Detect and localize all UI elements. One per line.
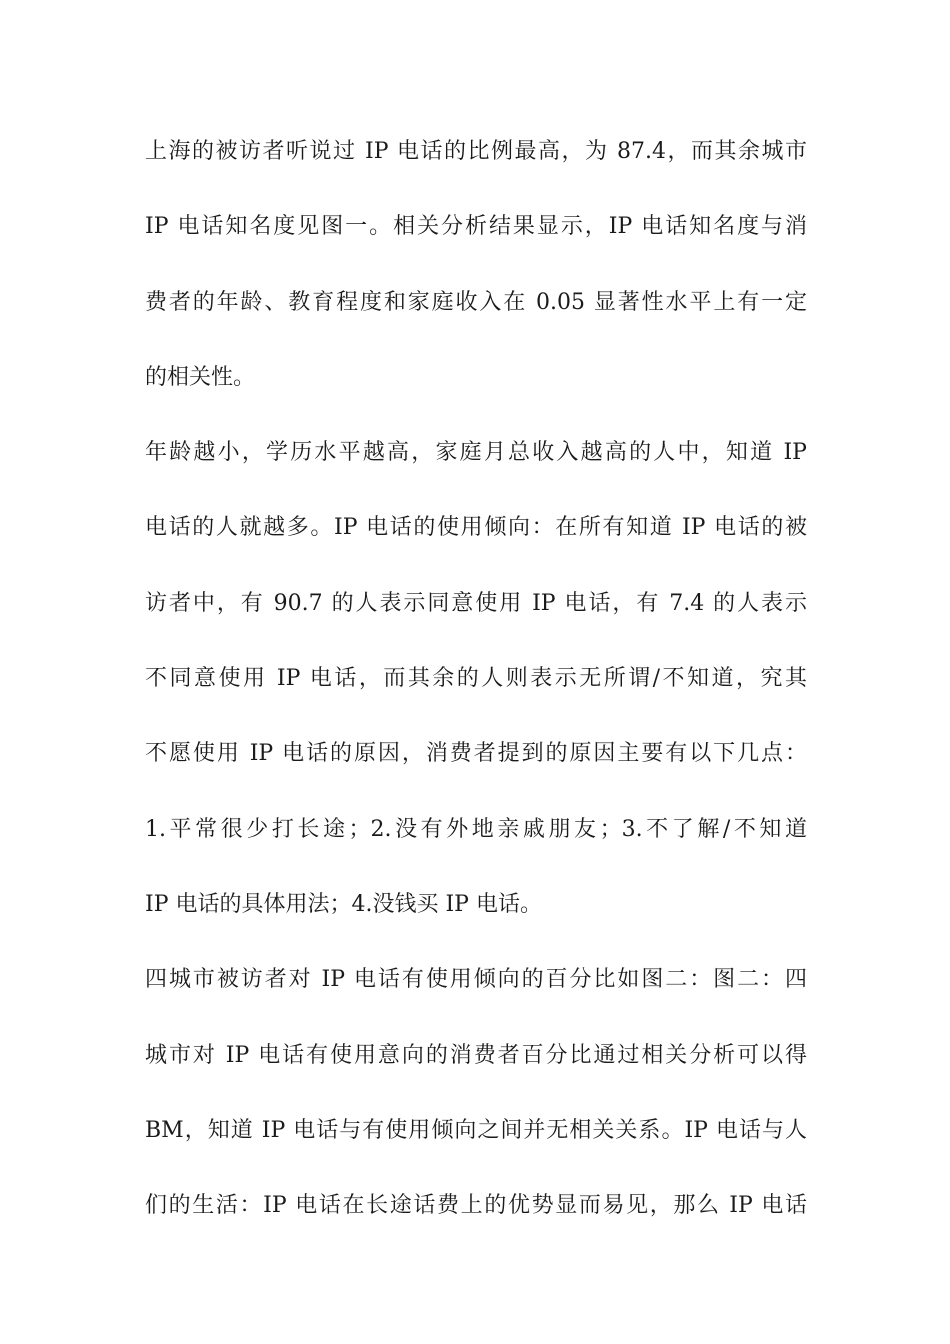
text-line: 1.平常很少打长途；2.没有外地亲戚朋友；3.不了解/不知道: [145, 816, 807, 842]
text-line: IP 电话知名度见图一。相关分析结果显示，IP 电话知名度与消: [145, 214, 807, 240]
text-line: 们的生活：IP 电话在长途话费上的优势显而易见，那么 IP 电话: [145, 1193, 807, 1219]
text-line: IP 电话的具体用法；4.没钱买 IP 电话。: [145, 891, 542, 917]
body-text: [145, 126, 807, 1255]
text-line: 城市对 IP 电话有使用意向的消费者百分比通过相关分析可以得: [145, 1042, 807, 1068]
text-line: 访者中，有 90.7 的人表示同意使用 IP 电话，有 7.4 的人表示: [145, 590, 807, 616]
text-line: 电话的人就越多。IP 电话的使用倾向：在所有知道 IP 电话的被: [145, 515, 807, 541]
text-line: 年龄越小，学历水平越高，家庭月总收入越高的人中，知道 IP: [145, 440, 807, 466]
text-line: 四城市被访者对 IP 电话有使用倾向的百分比如图二：图二：四: [145, 967, 807, 993]
text-line: 费者的年龄、教育程度和家庭收入在 0.05 显著性水平上有一定: [145, 289, 807, 315]
text-line: 上海的被访者听说过 IP 电话的比例最高，为 87.4，而其余城市: [145, 139, 807, 164]
text-line: 不同意使用 IP 电话，而其余的人则表示无所谓/不知道，究其: [145, 666, 807, 692]
text-line: 不愿使用 IP 电话的原因，消费者提到的原因主要有以下几点：: [145, 741, 807, 767]
text-line: BM，知道 IP 电话与有使用倾向之间并无相关关系。IP 电话与人: [145, 1117, 807, 1143]
text-line: 的相关性。: [145, 364, 256, 390]
